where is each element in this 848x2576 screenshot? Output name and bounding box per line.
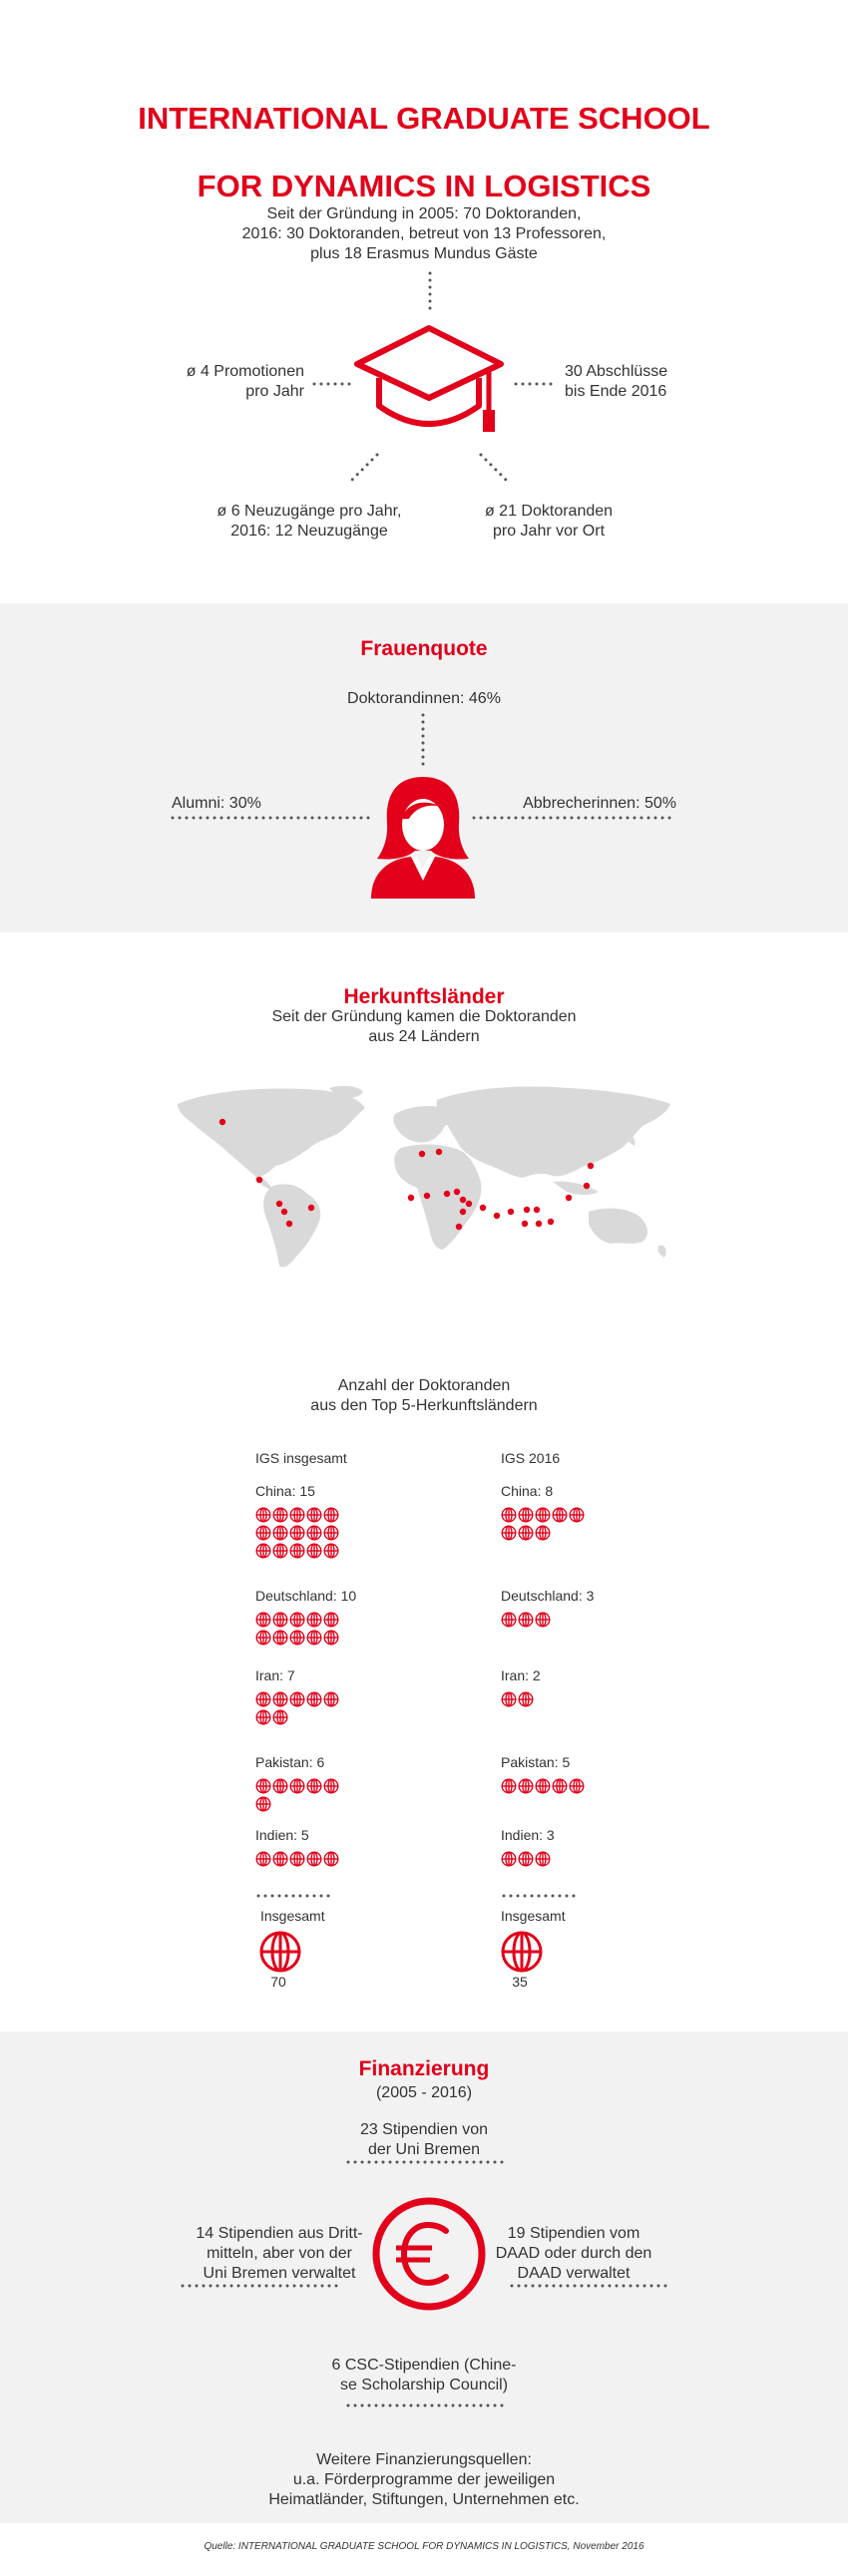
- globe-icon: [501, 1691, 517, 1707]
- map-marker: [454, 1189, 460, 1195]
- overview-section: [0, 0, 848, 603]
- country-icon-row: [255, 1851, 343, 1869]
- globe-icon: [272, 1543, 288, 1559]
- globe-icon: [289, 1507, 305, 1523]
- globe-icon: [535, 1778, 551, 1794]
- globe-icon: [535, 1851, 551, 1867]
- origin-subtitle: Seit der Gründung kamen die Doktoranden aus 24 Ländern: [271, 1008, 577, 1045]
- total-label-total: Insgesamt: [260, 1908, 325, 1924]
- globe-icon: [255, 1709, 271, 1725]
- globe-icon: [272, 1630, 288, 1646]
- dotted-separator-total: [255, 1893, 335, 1899]
- map-marker: [548, 1219, 554, 1225]
- map-marker: [566, 1195, 572, 1201]
- map-marker: [508, 1209, 514, 1215]
- globe-icon: [501, 1851, 517, 1867]
- globe-icon: [255, 1796, 271, 1812]
- country-label: China: 15: [255, 1483, 315, 1499]
- funding-top-text: 23 Stipendien von der Uni Bremen: [359, 2121, 489, 2158]
- globe-icon: [255, 1543, 271, 1559]
- globe-icon: [323, 1778, 339, 1794]
- map-marker: [436, 1149, 442, 1155]
- map-marker: [286, 1221, 292, 1227]
- footer: [0, 2523, 848, 2576]
- map-marker: [408, 1195, 414, 1201]
- globe-icon: [518, 1507, 534, 1523]
- title-line-1: INTERNATIONAL GRADUATE SCHOOL: [138, 101, 710, 136]
- total-value-2016: 35: [512, 1974, 528, 1990]
- source-note: Quelle: INTERNATIONAL GRADUATE SCHOOL FOR DYNAMICS IN LOGISTICS, November 2016: [204, 2541, 644, 2552]
- globe-icon: [501, 1612, 517, 1628]
- map-marker: [534, 1207, 540, 1213]
- overview-top-text: Seit der Gründung in 2005: 70 Doktoranden, 2016: 30 Doktoranden, betreut von 13 Professoren, plus 18 Erasmus Mundus Gäste: [241, 205, 607, 262]
- globe-icon: [569, 1778, 585, 1794]
- page-title: [0, 68, 848, 203]
- map-marker: [584, 1183, 590, 1189]
- globe-icon: [323, 1543, 339, 1559]
- globe-icon: [272, 1709, 288, 1725]
- map-marker: [219, 1119, 225, 1125]
- globe-icon: [306, 1630, 322, 1646]
- women-doctoral-text: Doktorandinnen: 46%: [347, 690, 501, 707]
- title-line-2: FOR DYNAMICS IN LOGISTICS: [197, 169, 651, 203]
- globe-icon: [518, 1851, 534, 1867]
- column-header-total: IGS insgesamt: [255, 1450, 347, 1466]
- globe-icon: [323, 1507, 339, 1523]
- map-marker: [444, 1191, 450, 1197]
- globe-icon: [518, 1612, 534, 1628]
- overview-bottom-left-text: ø 6 Neuzugänge pro Jahr, 2016: 12 Neuzugänge: [216, 503, 402, 540]
- globe-icon: [289, 1630, 305, 1646]
- funding-right-text: 19 Stipendien vom DAAD oder durch den DAAD verwaltet: [495, 2225, 652, 2282]
- globe-icon: [323, 1691, 339, 1707]
- woman-icon: [365, 763, 481, 899]
- women-heading: Frauenquote: [360, 637, 488, 660]
- dotted-separator-2016: [501, 1893, 581, 1899]
- globe-icon: [272, 1778, 288, 1794]
- funding-heading: Finanzierung: [358, 2057, 490, 2080]
- funding-more-text: Weitere Finanzierungsquellen: u.a. Förderprogramme der jeweiligen Heimatländer, Stiftungen, Unternehmen etc.: [268, 2451, 580, 2508]
- globe-icon: [289, 1691, 305, 1707]
- globe-icon: [535, 1525, 551, 1541]
- map-marker: [424, 1193, 430, 1199]
- map-marker: [536, 1221, 542, 1227]
- country-label: Deutschland: 3: [501, 1588, 595, 1604]
- globe-icon: [306, 1525, 322, 1541]
- globe-icon: [323, 1612, 339, 1628]
- funding-period: (2005 - 2016): [375, 2084, 473, 2101]
- map-marker: [524, 1207, 530, 1213]
- dotted-line-women-left: [170, 815, 375, 821]
- globe-icon: [501, 1525, 517, 1541]
- country-label: Indien: 3: [501, 1827, 555, 1843]
- country-icon-row: [255, 1507, 343, 1561]
- map-marker: [281, 1209, 287, 1215]
- globe-icon: [272, 1612, 288, 1628]
- funding-left-text: 14 Stipendien aus Dritt- mitteln, aber von der Uni Bremen verwaltet: [196, 2225, 363, 2282]
- map-marker: [588, 1163, 594, 1169]
- country-label: Iran: 2: [501, 1667, 541, 1683]
- women-alumni-text: Alumni: 30%: [172, 795, 261, 812]
- map-marker: [276, 1201, 282, 1207]
- globe-icon: [255, 1525, 271, 1541]
- globe-icon: [323, 1851, 339, 1867]
- globe-icon: [255, 1691, 271, 1707]
- dotted-connector-women-top: [420, 713, 426, 769]
- globe-icon: [501, 1507, 517, 1523]
- globe-icon: [289, 1778, 305, 1794]
- total-label-2016: Insgesamt: [501, 1908, 566, 1924]
- globe-icon: [255, 1507, 271, 1523]
- globe-icon: [306, 1612, 322, 1628]
- map-marker: [522, 1221, 528, 1227]
- map-marker: [466, 1201, 472, 1207]
- map-marker: [460, 1197, 466, 1203]
- country-label: Iran: 7: [255, 1667, 295, 1683]
- funding-bottom-text: 6 CSC-Stipendien (Chine- se Scholarship Council): [331, 2357, 517, 2393]
- country-icon-row: [255, 1612, 343, 1648]
- dotted-line-funding-right: [509, 2283, 674, 2289]
- country-icon-row: [501, 1691, 589, 1709]
- globe-icon: [306, 1851, 322, 1867]
- country-label: Pakistan: 5: [501, 1754, 571, 1770]
- globe-icon: [306, 1691, 322, 1707]
- country-icon-row: [501, 1851, 589, 1869]
- dotted-line-funding-left: [180, 2283, 345, 2289]
- globe-icon: [272, 1507, 288, 1523]
- globe-icon: [535, 1612, 551, 1628]
- dotted-connector-bottom-left: [345, 451, 381, 487]
- globe-icon: [272, 1525, 288, 1541]
- column-header-2016: IGS 2016: [501, 1450, 561, 1466]
- globe-icon: [323, 1630, 339, 1646]
- globe-icon: [255, 1612, 271, 1628]
- globe-icon: [306, 1543, 322, 1559]
- dotted-connector-bottom-right: [477, 451, 513, 487]
- women-quota-section: [0, 603, 848, 932]
- globe-icon: [289, 1525, 305, 1541]
- country-icon-row: [501, 1778, 589, 1796]
- country-icon-row: [255, 1778, 343, 1814]
- globe-icon: [501, 1778, 517, 1794]
- globe-icon: [255, 1778, 271, 1794]
- globe-icon: [258, 1930, 302, 1974]
- origin-heading: Herkunftsländer: [343, 985, 505, 1008]
- globe-icon: [518, 1691, 534, 1707]
- globe-icon: [289, 1851, 305, 1867]
- map-marker: [456, 1224, 462, 1230]
- globe-icon: [272, 1691, 288, 1707]
- globe-icon: [272, 1851, 288, 1867]
- top5-title: Anzahl der Doktoranden aus den Top 5-Herkunftsländern: [310, 1377, 538, 1414]
- dotted-line-women-right: [471, 815, 676, 821]
- globe-icon: [255, 1851, 271, 1867]
- globe-icon: [552, 1507, 568, 1523]
- overview-right-text: 30 Abschlüsse bis Ende 2016: [565, 363, 668, 400]
- globe-icon: [323, 1525, 339, 1541]
- globe-icon: [306, 1507, 322, 1523]
- world-map-icon: [160, 1082, 688, 1272]
- globe-icon: [500, 1930, 544, 1974]
- dotted-connector-right: [514, 381, 560, 387]
- overview-bottom-right-text: ø 21 Doktoranden pro Jahr vor Ort: [484, 503, 614, 540]
- globe-icon: [306, 1778, 322, 1794]
- country-icon-row: [501, 1612, 589, 1630]
- country-label: Indien: 5: [255, 1827, 309, 1843]
- map-marker: [419, 1151, 425, 1157]
- graduation-cap-icon: [349, 322, 509, 442]
- dotted-line-funding-bottom: [345, 2402, 511, 2408]
- women-dropouts-text: Abbrecherinnen: 50%: [523, 795, 676, 812]
- overview-left-text: ø 4 Promotionen pro Jahr: [186, 363, 304, 400]
- origin-section: [0, 932, 848, 2031]
- globe-icon: [289, 1543, 305, 1559]
- country-label: China: 8: [501, 1483, 554, 1499]
- globe-icon: [518, 1778, 534, 1794]
- globe-icon: [518, 1525, 534, 1541]
- dotted-line-funding-top: [345, 2159, 511, 2165]
- country-icon-row: [255, 1691, 343, 1727]
- dotted-connector-top: [427, 271, 433, 317]
- country-icon-row: [501, 1507, 589, 1543]
- globe-icon: [535, 1507, 551, 1523]
- country-label: Deutschland: 10: [255, 1588, 357, 1604]
- map-marker: [308, 1205, 314, 1211]
- globe-icon: [552, 1778, 568, 1794]
- globe-icon: [289, 1612, 305, 1628]
- map-marker: [480, 1205, 486, 1211]
- map-marker: [494, 1213, 500, 1219]
- country-label: Pakistan: 6: [255, 1754, 325, 1770]
- map-marker: [460, 1209, 466, 1215]
- funding-section: [0, 2031, 848, 2523]
- map-marker: [256, 1177, 262, 1183]
- globe-icon: [255, 1630, 271, 1646]
- total-value-all: 70: [270, 1974, 286, 1990]
- globe-icon: [569, 1507, 585, 1523]
